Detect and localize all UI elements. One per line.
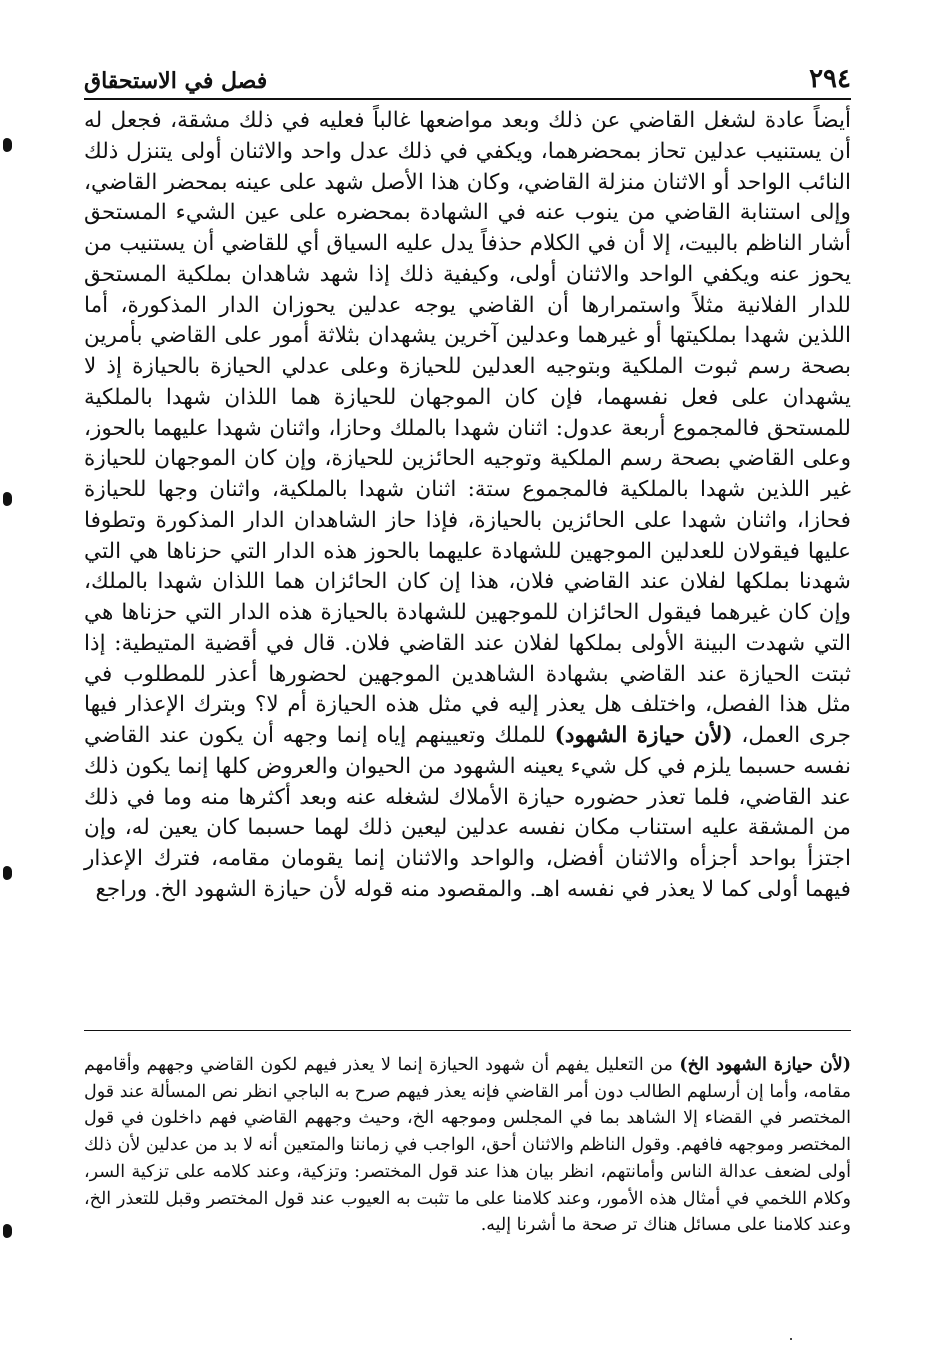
page-header bbox=[84, 58, 851, 100]
margin-mark bbox=[3, 866, 12, 880]
main-text bbox=[84, 106, 851, 906]
footnote-separator bbox=[84, 1030, 851, 1031]
footnote-text: من التعليل يفهم أن شهود الحيازة إنما لا يعذر فيهم لكون القاضي وجههم وأقامهم مقامه، وأما إن أرسلهم الطالب دون أمر القاضي فإنه يعذر فيهم صرح به الباجي انظر نص المسألة عند قول المختصر في القضاء إلا الشاهد بما في المجلس وموجهه الخ، وحيث وجههم القاضي فهم داخلون في قول المختصر وموجهه فافهم. وقول الناظم والاثنان أحق، الواجب في زماننا والمتعين أنه لا بد من عدلين لأن ذلك أولى لضعف عدالة الناس وأمانتهم، انظر بيان هذا عند قول المختصر: وتزكية، وعند كلامه على تزكية السر، وكلام اللخمي في أمثال هذه الأمور، وعند كلامنا على ما تثبت به العيوب عند قول المختصر وقبل للتعذر الخ، وعند كلامنا على مسائل هناك تر صحة ما أشرنا إليه. bbox=[84, 1055, 851, 1236]
footnote bbox=[84, 1052, 851, 1239]
margin-mark bbox=[3, 138, 12, 152]
main-paragraph bbox=[84, 106, 851, 906]
main-bold-phrase: (لأن حيازة الشهود) bbox=[554, 723, 733, 748]
main-text-part2: للملك وتعيينهم إياه إنما وجهه أن يكون عند القاضي نفسه حسبما يلزم في كل شيء يعينه الشهود من الحيوان والعروض كلها إنما يكون ذلك عند القاضي، فلما تعذر حضوره حيازة الأملاك لشغله عنه وبعد أكثرها منه وما في ذلك من المشقة عليه استناب مكان نفسه عدلين ليعين ذلك لهما حسبما كان يعين له، وإن اجتزأ بواحد أجزأه والاثنان أفضل، والواحد والاثنان إنما يقومان مقامه، فترك الإعذار فيهما أولى كما لا يعذر في نفسه اهـ. والمقصود منه قوله لأن حيازة الشهود الخ. وراجع bbox=[84, 723, 851, 902]
footnote-paragraph bbox=[84, 1052, 851, 1239]
main-text-part1: أيضاً عادة لشغل القاضي عن ذلك وبعد مواضعها غالباً فعليه في ذلك مشقة، فجعل له أن يستنيب عدلين تحاز بمحضرهما، ويكفي في ذلك عدل واحد والاثنان أولى يتنزل ذلك النائب الواحد أو الاثنان منزلة القاضي، وكان هذا الأصل شهد على عينه بمحضر القاضي، وإلى استنابة القاضي من ينوب عنه في الشهادة بمحضره على عين الشيء المستحق أشار الناظم بالبيت، إلا أن في الكلام حذفاً يدل عليه السياق أي للقاضي أن يستنيب من يحوز عنه ويكفي الواحد والاثنان أولى، وكيفية ذلك إذا شهد شاهدان بملكية المستحق للدار الفلانية مثلاً واستمرارها أن القاضي يوجه عدلين يحوزان الدار المذكورة، أما اللذين شهدا بملكيتها أو غيرهما وعدلين آخرين يشهدان بثلاثة أمور على القاضي بأمرين بصحة رسم ثبوت الملكية وبتوجيه العدلين للحيازة وعلى عدلي الحيازة بالحيازة إذ لا يشهدان على فعل نفسهما، فإن كان الموجهان للحيازة هما اللذان شهدا بالملكية للمستحق فالمجموع أربعة عدول: اثنان شهدا بالملك وحازا، واثنان شهدا عليهما بالحوز، وعلى القاضي بصحة رسم الملكية وتوجيه الحائزين للحيازة، وإن كان الموجهان للحيازة غير اللذين شهدا بالملكية فالمجموع ستة: اثنان شهدا بالملكية، واثنان وجها للحيازة فحازا، واثنان شهدا على الحائزين بالحيازة، فإذا حاز الشاهدان الدار المذكورة وتطوفا عليها فيقولان للعدلين الموجهين للشهادة عليهما بالحوز هذه الدار التي حزناها هي التي شهدنا بملكها لفلان عند القاضي فلان، هذا إن كان الحائزان هما اللذان شهدا بالملك، وإن كان غيرهما فيقول الحائزان للموجهين للشهادة بالحيازة هذه الدار التي حزناها هي التي شهدت البينة الأولى بملكها لفلان عند القاضي فلان. قال في أقضية المتيطية: إذا ثبتت الحيازة عند القاضي بشهادة الشاهدين الموجهين لحضورها أعذر للمطلوب في مثل هذا الفصل، واختلف هل يعذر إليه في مثل هذه الحيازة أم لا؟ وبترك الإعذار فيها جرى العمل، bbox=[84, 108, 851, 748]
running-title: فصل في الاستحقاق bbox=[84, 68, 268, 94]
footnote-bold-phrase: (لأن حيازة الشهود الخ) bbox=[679, 1055, 851, 1075]
scan-speck bbox=[790, 1338, 792, 1340]
page-number: ٢٩٤ bbox=[809, 64, 851, 94]
margin-mark bbox=[3, 1224, 12, 1238]
margin-mark bbox=[3, 492, 12, 506]
